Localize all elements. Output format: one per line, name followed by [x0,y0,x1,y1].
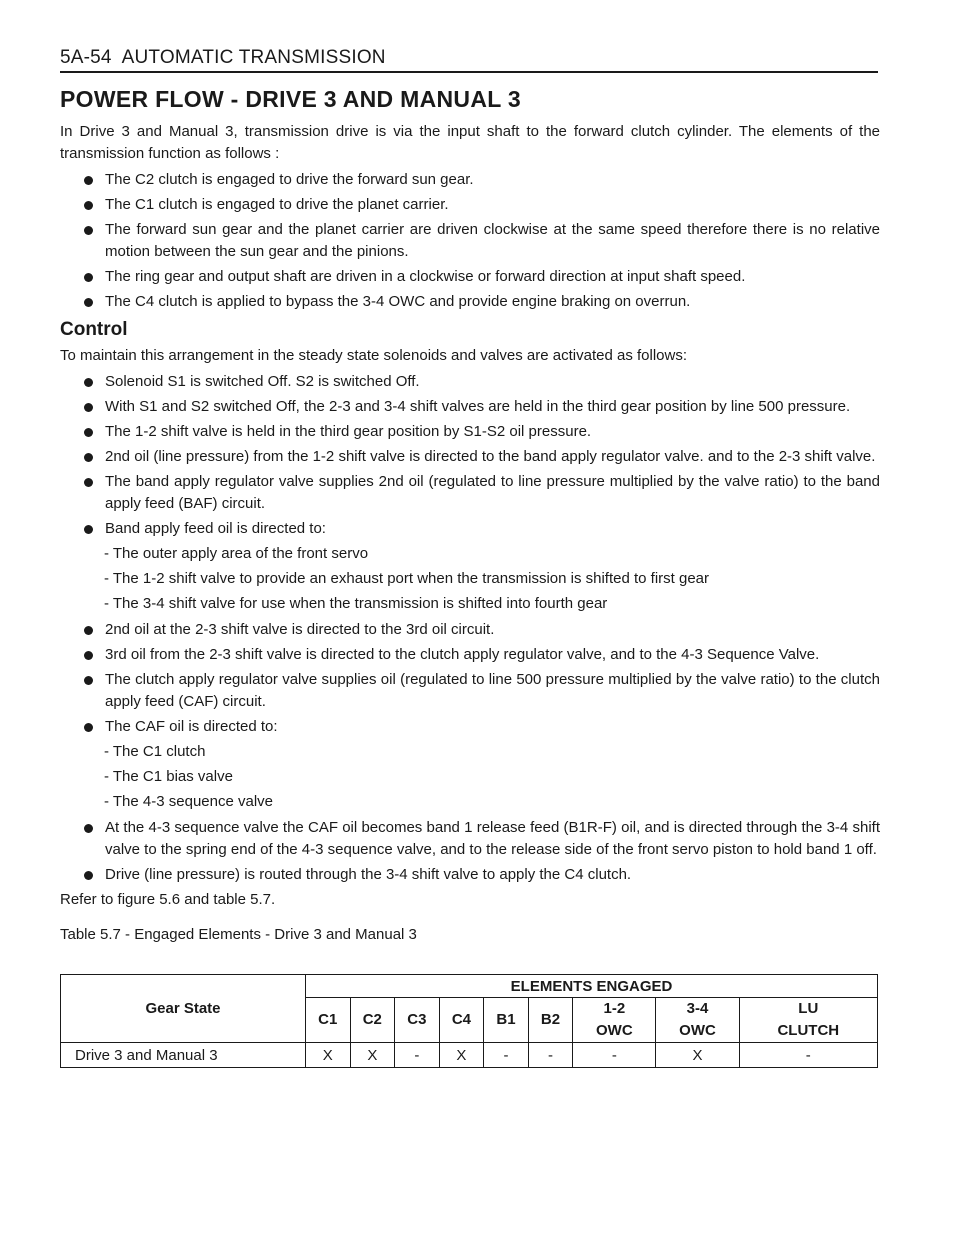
list-item-text: The clutch apply regulator valve supplies oil (regulated to line 500 pressure multiplied by the valve ratio) to the clutch apply feed (CAF) circuit. [105,671,880,710]
list-item [60,371,880,393]
gear-state-header: Gear State [61,975,306,1043]
control-list-continued [60,619,880,738]
list-item-text: Solenoid S1 is switched Off. S2 is switched Off. [105,373,420,390]
table-cell: X [306,1043,351,1068]
bullet-icon [84,651,93,660]
table-cell: - [395,1043,440,1068]
table-cell: - [528,1043,573,1068]
list-item [60,194,880,216]
column-header: 3-4 OWC [656,998,739,1043]
bullet-icon [84,226,93,235]
bullet-icon [84,824,93,833]
bullet-icon [84,453,93,462]
header-rule [60,71,878,73]
list-item-text: The band apply regulator valve supplies 2nd oil (regulated to line pressure multiplied by the valve ratio) to the band apply feed (BAF) circuit. [105,473,880,512]
column-header: C2 [350,998,395,1043]
list-item-text: The CAF oil is directed to: [105,718,278,735]
intro-paragraph: In Drive 3 and Manual 3, transmission drive is via the input shaft to the forward clutch cylinder. The elements of the transmission function as follows : [60,123,880,162]
list-item [60,619,880,641]
list-item [60,669,880,713]
list-item-text: 3rd oil from the 2-3 shift valve is directed to the clutch apply regulator valve, and to the 4-3 Sequence Valve. [105,646,820,663]
list-item-text: The 1-2 shift valve is held in the third gear position by S1-S2 oil pressure. [105,423,592,440]
engaged-elements-table [60,974,878,1068]
sub-item: - The 4-3 sequence valve [104,793,273,810]
sub-item: - The 3-4 shift valve for use when the transmission is shifted into fourth gear [104,595,608,612]
list-item [60,219,880,263]
bullet-icon [84,201,93,210]
list-item-text: The C1 clutch is engaged to drive the planet carrier. [105,196,449,213]
bullet-icon [84,626,93,635]
table-header-row [61,975,878,998]
list-item-text: The forward sun gear and the planet carrier are driven clockwise at the same speed therefore there is no relative motion between the sun gear and the pinions. [105,221,880,260]
body-text [60,121,880,946]
running-head [60,47,386,69]
row-label: Drive 3 and Manual 3 [61,1043,306,1068]
page-title: POWER FLOW - DRIVE 3 AND MANUAL 3 [60,86,521,112]
bullet-icon [84,723,93,732]
bullet-icon [84,403,93,412]
control-list-final [60,817,880,886]
table-cell: X [439,1043,484,1068]
column-header: 1-2 OWC [573,998,656,1043]
list-item [60,716,880,738]
sub-item: - The C1 clutch [104,743,206,760]
list-item-text: The C4 clutch is applied to bypass the 3-4 OWC and provide engine braking on overrun. [105,293,691,310]
list-item [60,817,880,861]
table-caption: Table 5.7 - Engaged Elements - Drive 3 and Manual 3 [60,926,417,943]
elements-engaged-header: ELEMENTS ENGAGED [306,975,878,998]
bullet-icon [84,273,93,282]
sub-item: - The 1-2 shift valve to provide an exhaust port when the transmission is shifted to first gear [104,570,710,587]
section-name: AUTOMATIC TRANSMISSION [121,47,386,68]
table-cell: - [484,1043,529,1068]
list-item-text: The C2 clutch is engaged to drive the forward sun gear. [105,171,474,188]
list-item [60,864,880,886]
sub-item: - The C1 bias valve [104,768,233,785]
list-item [60,396,880,418]
list-item [60,421,880,443]
bullet-icon [84,428,93,437]
column-header: B1 [484,998,529,1043]
list-item-text: 2nd oil at the 2-3 shift valve is directed to the 3rd oil circuit. [105,621,495,638]
bullet-icon [84,176,93,185]
power-flow-list [60,169,880,313]
bullet-icon [84,676,93,685]
bullet-icon [84,871,93,880]
list-item [60,266,880,288]
bullet-icon [84,378,93,387]
bullet-icon [84,525,93,534]
table-cell: - [573,1043,656,1068]
list-item [60,644,880,666]
table-cell: X [656,1043,739,1068]
bullet-icon [84,478,93,487]
column-header: C4 [439,998,484,1043]
column-header: C3 [395,998,440,1043]
list-item-text: Band apply feed oil is directed to: [105,520,326,537]
list-item-text: At the 4-3 sequence valve the CAF oil becomes band 1 release feed (B1R-F) oil, and is directed through the 3-4 shift valve to the spring end of the 4-3 sequence valve, and to the release side of the front servo piston to hold band 1 off. [105,819,880,858]
list-item [60,291,880,313]
column-header: C1 [306,998,351,1043]
table-row [61,1043,878,1068]
list-item [60,518,880,540]
list-item-text: Drive (line pressure) is routed through the 3-4 shift valve to apply the C4 clutch. [105,866,632,883]
list-item [60,169,880,191]
list-item-text: 2nd oil (line pressure) from the 1-2 shift valve is directed to the band apply regulator valve. and to the 2-3 shift valve. [105,448,876,465]
list-item-text: With S1 and S2 switched Off, the 2-3 and 3-4 shift valves are held in the third gear position by line 500 pressure. [105,398,851,415]
control-list [60,371,880,540]
sub-item: - The outer apply area of the front servo [104,545,369,562]
control-heading: Control [60,319,128,340]
control-intro: To maintain this arrangement in the steady state solenoids and valves are activated as follows: [60,347,688,364]
list-item [60,446,880,468]
page-reference: 5A-54 [60,47,112,68]
table-cell: - [739,1043,877,1068]
list-item [60,471,880,515]
table-cell: X [350,1043,395,1068]
bullet-icon [84,298,93,307]
column-header: LU CLUTCH [739,998,877,1043]
column-header: B2 [528,998,573,1043]
refer-note: Refer to figure 5.6 and table 5.7. [60,891,276,908]
list-item-text: The ring gear and output shaft are driven in a clockwise or forward direction at input shaft speed. [105,268,746,285]
